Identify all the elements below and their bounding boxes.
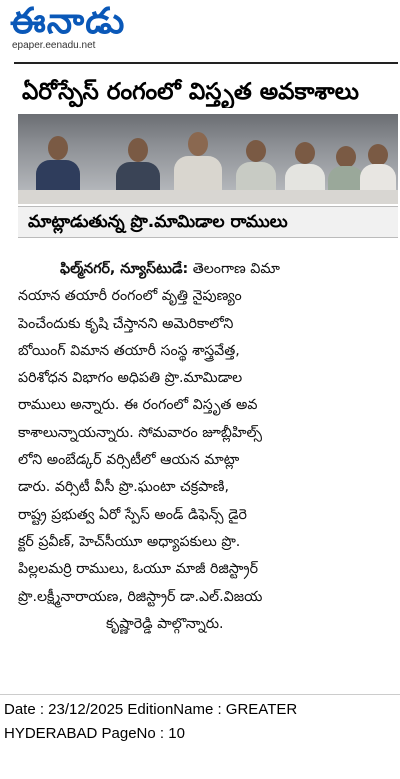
article-first-line: ఫిల్మ్‌నగర్, న్యూస్‌టుడే: తెలంగాణ విమా — [60, 261, 280, 277]
photo-caption: మాట్లాడుతున్న ప్రొ.మామిడాల రాములు — [28, 212, 288, 232]
article-line: లోని అంబేడ్కర్ వర్సిటీలో ఆయన మాట్లా — [18, 452, 240, 469]
article-photo — [18, 114, 398, 204]
article-line: ప్రొ.లక్ష్మీనారాయణ, రిజిస్ట్రార్ డా.ఎల్.విజయ — [18, 588, 263, 605]
footer-page-number: HYDERABAD PageNo : 10 — [4, 725, 185, 742]
article-line: రాములు అన్నారు. ఈ రంగంలో విస్తృత అవ — [18, 397, 258, 414]
dateline: ఫిల్మ్‌నగర్, న్యూస్‌టుడే: — [60, 261, 189, 277]
header-rule — [14, 62, 398, 64]
masthead — [10, 2, 210, 54]
epaper-url: epaper.eenadu.net — [12, 40, 96, 51]
article-line: డారు. వర్సిటీ వీసీ ప్రొ.ఘంటా చక్రపాణి, — [18, 479, 230, 496]
article-line: పరిశోధన విభాగం అధిపతి ప్రొ.మామిడాల — [18, 370, 243, 387]
article-line: పిల్లలమర్రి రాములు, ఓయూ మాజీ రిజిస్ట్రార్ — [18, 561, 259, 578]
article-line: బోయింగ్ విమాన తయారీ సంస్థ శాస్త్రవేత్త, — [18, 342, 240, 359]
article-line: నయాన తయారీ రంగంలో వృత్తి నైపుణ్యం — [18, 288, 242, 305]
edition-footer — [0, 694, 400, 779]
article-headline: ఏరోస్పేస్ రంగంలో విస్తృత అవకాశాలు — [22, 79, 359, 105]
article-last-line: కృష్ణారెడ్డి పాల్గొన్నారు. — [106, 615, 224, 632]
article-line: రాష్ట్ర ప్రభుత్వ ఏరో స్పేస్ అండ్ డిఫెన్స్ డైరె — [18, 506, 247, 523]
article-body — [18, 256, 398, 676]
article-line: కాశాలున్నాయన్నారు. సోమవారం జూబ్లీహిల్స్ — [18, 424, 263, 441]
table-strip — [18, 190, 398, 204]
eenadu-logo: ఈనాడు — [10, 1, 126, 42]
article-line: పెంచేందుకు కృషి చేస్తానని అమెరికాలోని — [18, 315, 234, 332]
article-line: క్టర్ ప్రవీణ్, హెచ్‌సీయూ అధ్యాపకులు ప్రొ. — [18, 533, 241, 550]
photo-caption-box — [18, 206, 398, 238]
footer-date-edition: Date : 23/12/2025 EditionName : GREATER — [4, 701, 298, 718]
